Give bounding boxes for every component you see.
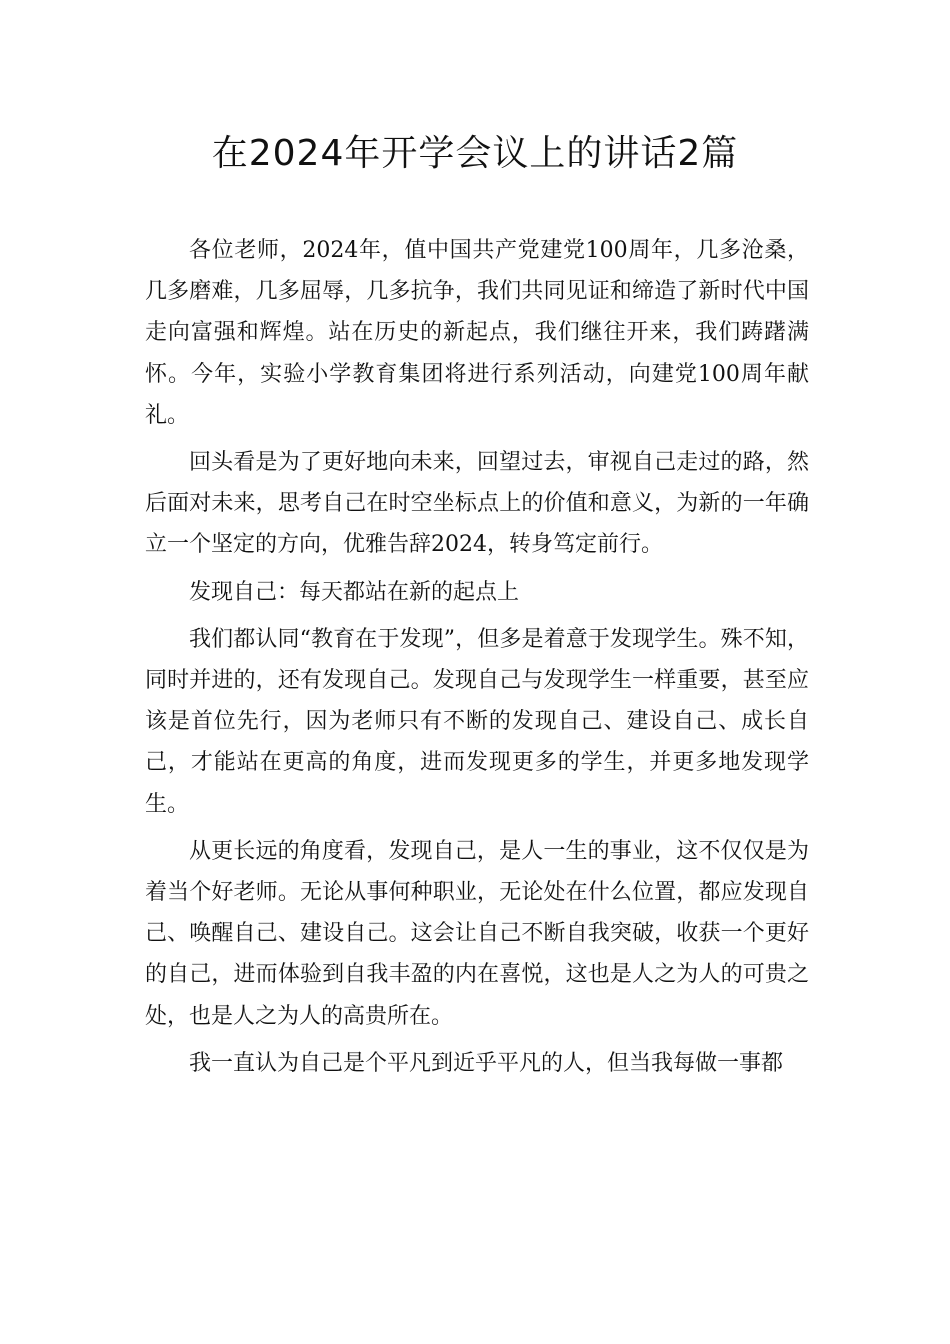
paragraph-discover-self: 我们都认同“教育在于发现”，但多是着意于发现学生。殊不知，同时并进的，还有发现自己。发现自己与发现学生一样重要，甚至应该是首位先行，因为老师只有不断的发现自己、建设自己、成长自己，才能站在更高的角度，进而发现更多的学生，并更多地发现学生。: [145, 626, 809, 817]
paragraph-look-back: 回头看是为了更好地向未来，回望过去，审视自己走过的路，然后面对未来，思考自己在时空坐标点上的价值和意义，为新的一年确立一个坚定的方向，优雅告辞2024，转身笃定前行。: [145, 450, 809, 558]
paragraph-long-term: 从更长远的角度看，发现自己，是人一生的事业，这不仅仅是为着当个好老师。无论从事何种职业，无论处在什么位置，都应发现自己、唤醒自己、建设自己。这会让自己不断自我突破，收获一个更好的自己，进而体验到自我丰盈的内在喜悦，这也是人之为人的可贵之处，也是人之为人的高贵所在。: [145, 838, 809, 1029]
document-body: [145, 230, 809, 1084]
paragraph-opening: 各位老师，2024年，值中国共产党建党100周年，几多沧桑，几多磨难，几多屈辱，几多抗争，我们共同见证和缔造了新时代中国走向富强和辉煌。站在历史的新起点，我们继往开来，我们踌躇满怀。今年，实验小学教育集团将进行系列活动，向建党100周年献礼。: [145, 238, 809, 428]
paragraph-ordinary: 我一直认为自己是个平凡到近乎平凡的人，但当我每做一事都: [189, 1050, 784, 1076]
document-title: 在2024年开学会议上的讲话2篇: [211, 133, 739, 174]
section-heading: 发现自己：每天都站在新的起点上: [189, 579, 520, 605]
